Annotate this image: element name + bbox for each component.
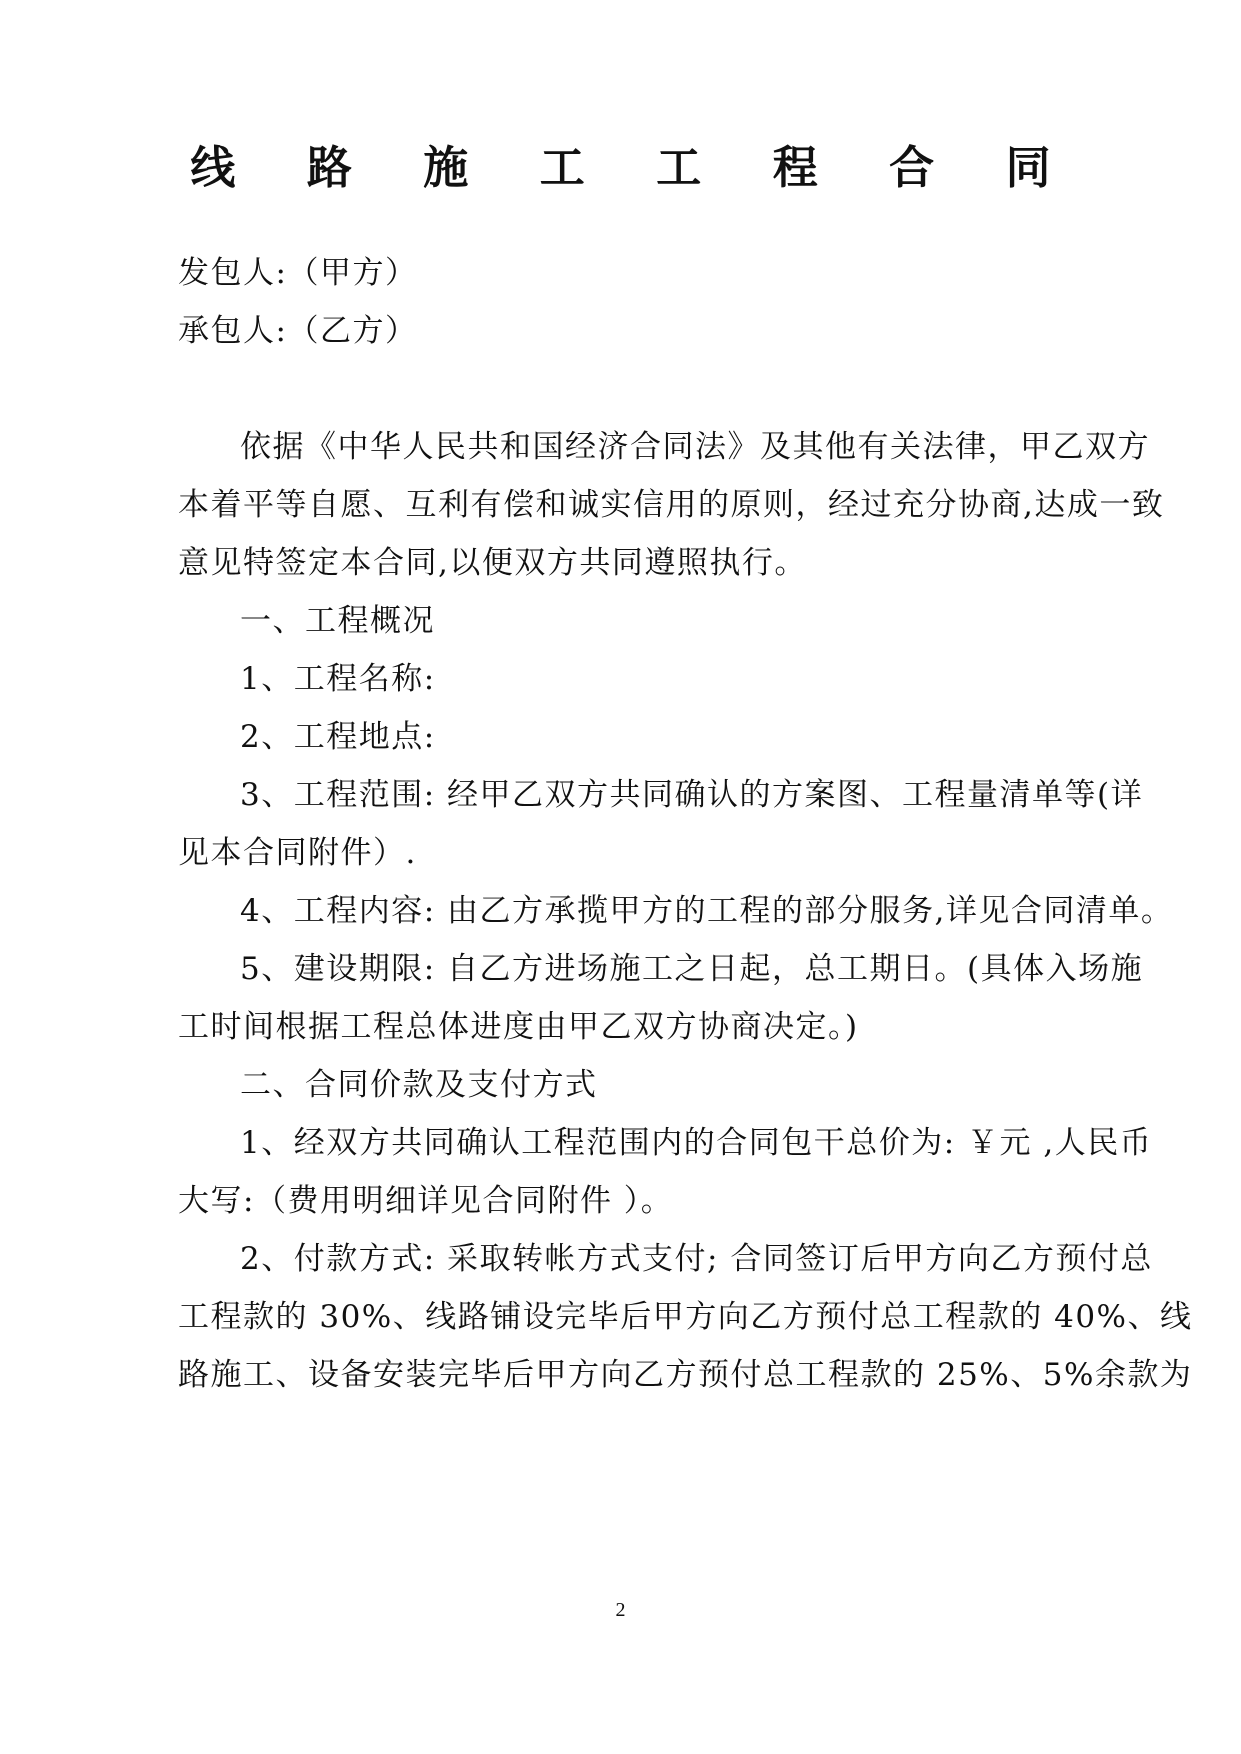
document-title: 线 路 施 工 工 程 合 同 (190, 141, 1079, 194)
section-heading-project-overview: 一、工程概况 (240, 603, 435, 639)
project-scope-line-1: 3、工程范围: 经甲乙双方共同确认的方案图、工程量清单等(详 (240, 777, 1144, 813)
contract-price-line-2: 大写:（费用明细详见合同附件 ）。 (178, 1183, 674, 1219)
payment-method-line-3: 路施工、设备安装完毕后甲方向乙方预付总工程款的 25%、5%余款为 (178, 1357, 1193, 1393)
party-b-line: 承包人:（乙方） (178, 313, 418, 349)
project-name-line: 1、工程名称: (240, 661, 436, 697)
project-location-line: 2、工程地点: (240, 719, 436, 755)
preamble-line-3: 意见特签定本合同,以便双方共同遵照执行。 (178, 545, 807, 581)
construction-period-line-2: 工时间根据工程总体进度由甲乙双方协商决定。) (178, 1009, 859, 1045)
preamble-line-2: 本着平等自愿、互利有偿和诚实信用的原则，经过充分协商,达成一致 (178, 487, 1165, 523)
payment-method-line-2: 工程款的 30%、线路铺设完毕后甲方向乙方预付总工程款的 40%、线 (178, 1299, 1193, 1335)
party-a-line: 发包人:（甲方） (178, 255, 418, 291)
page-number: 2 (615, 1599, 626, 1621)
payment-method-line-1: 2、付款方式: 采取转帐方式支付; 合同签订后甲方向乙方预付总 (240, 1241, 1153, 1277)
construction-period-line-1: 5、建设期限: 自乙方进场施工之日起，总工期日。(具体入场施 (240, 951, 1144, 987)
preamble-line-1: 依据《中华人民共和国经济合同法》及其他有关法律，甲乙双方 (240, 429, 1150, 465)
project-content-line: 4、工程内容: 由乙方承揽甲方的工程的部分服务,详见合同清单。 (240, 893, 1174, 929)
contract-price-line-1: 1、经双方共同确认工程范围内的合同包干总价为: ￥元 ,人民币 (240, 1125, 1153, 1161)
project-scope-line-2: 见本合同附件）. (178, 835, 417, 871)
section-heading-contract-price: 二、合同价款及支付方式 (240, 1067, 598, 1103)
